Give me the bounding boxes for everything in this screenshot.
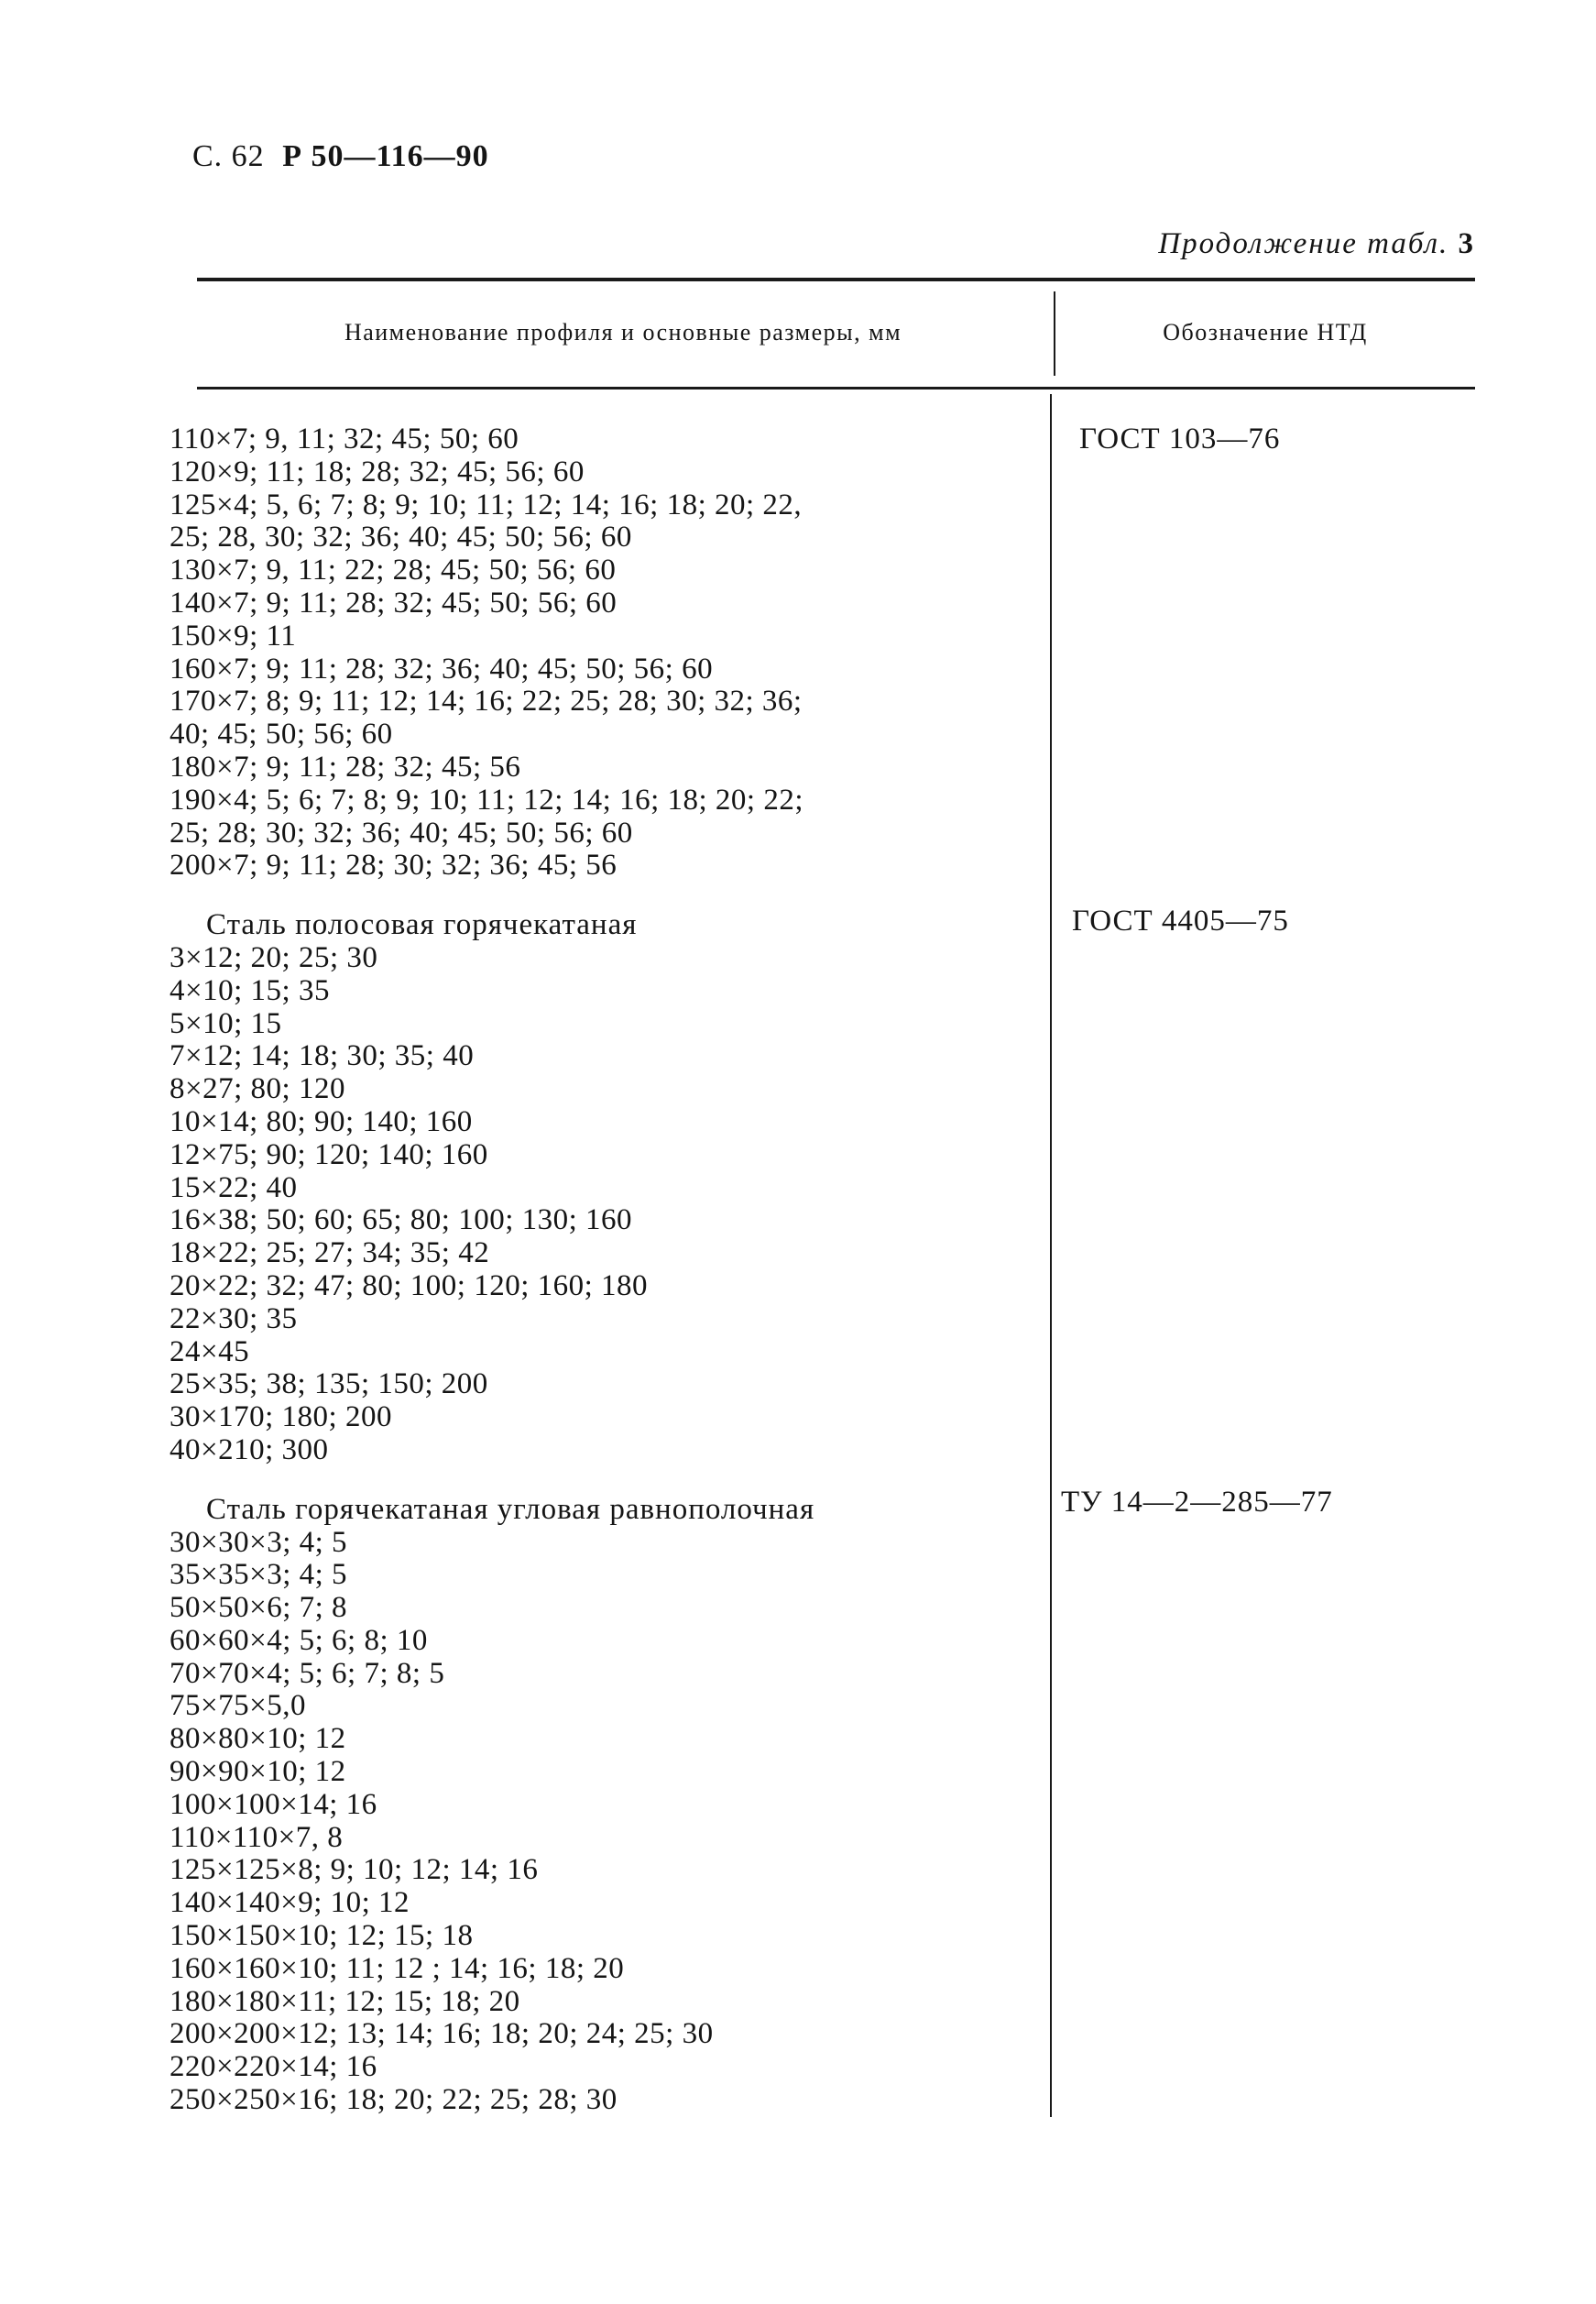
profile-line: 140×140×9; 10; 12 (169, 1886, 410, 1920)
table-continuation-label (1008, 227, 1475, 261)
profile-line: 200×200×12; 13; 14; 16; 18; 20; 24; 25; 30 (169, 2017, 714, 2051)
column-header-profile: Наименование профиля и основные размеры, мм (344, 319, 902, 346)
profile-line: 10×14; 80; 90; 140; 160 (169, 1104, 473, 1138)
profile-line: 190×4; 5; 6; 7; 8; 9; 10; 11; 12; 14; 16; 18; 20; 22; (169, 783, 803, 817)
profile-line: 180×7; 9; 11; 28; 32; 45; 56 (169, 750, 521, 784)
profile-line: 140×7; 9; 11; 28; 32; 45; 50; 56; 60 (169, 586, 618, 620)
profile-line: 35×35×3; 4; 5 (169, 1558, 348, 1592)
profile-line: 4×10; 15; 35 (169, 973, 330, 1007)
profile-line: 125×125×8; 9; 10; 12; 14; 16 (169, 1853, 539, 1887)
profile-line: 120×9; 11; 18; 28; 32; 45; 56; 60 (169, 455, 585, 488)
profile-line: 5×10; 15 (169, 1006, 282, 1040)
section-gost-4405 (169, 909, 1044, 1467)
profile-line: 125×4; 5, 6; 7; 8; 9; 10; 11; 12; 14; 16; 18; 20; 22, (169, 488, 803, 521)
body-column-divider (1050, 394, 1052, 2117)
profile-line: 30×30×3; 4; 5 (169, 1525, 348, 1559)
section-title: Сталь горячекатаная угловая равнополочная (206, 1492, 815, 1526)
profile-line: 130×7; 9, 11; 22; 28; 45; 50; 56; 60 (169, 554, 617, 587)
column-header-ntd: Обозначение НТД (1163, 319, 1368, 346)
profile-line: 170×7; 8; 9; 11; 12; 14; 16; 22; 25; 28; 30; 32; 36; (169, 685, 803, 719)
ntd-reference: ГОСТ 103—76 (1079, 422, 1281, 455)
profile-line: 90×90×10; 12 (169, 1755, 346, 1789)
profile-line: 8×27; 80; 120 (169, 1072, 345, 1106)
profile-line: 60×60×4; 5; 6; 8; 10 (169, 1623, 428, 1657)
table-header-rule (197, 387, 1475, 389)
profile-line: 250×250×16; 18; 20; 22; 25; 28; 30 (169, 2083, 618, 2117)
profile-line: 25; 28, 30; 32; 36; 40; 45; 50; 56; 60 (169, 521, 632, 554)
profile-line: 50×50×6; 7; 8 (169, 1591, 348, 1625)
section-title: Сталь полосовая горячекатаная (206, 908, 638, 942)
profile-line: 100×100×14; 16 (169, 1787, 377, 1821)
profile-line: 24×45 (169, 1334, 250, 1368)
profile-line: 30×170; 180; 200 (169, 1400, 392, 1434)
page-number: С. 62 (192, 139, 265, 173)
table-number: 3 (1458, 227, 1475, 260)
profile-column (169, 423, 1044, 2117)
profile-line: 160×160×10; 11; 12 ; 14; 16; 18; 20 (169, 1951, 625, 1985)
table-top-rule (197, 278, 1475, 281)
profile-line: 110×7; 9, 11; 32; 45; 50; 60 (169, 422, 519, 455)
profile-line: 18×22; 25; 27; 34; 35; 42 (169, 1236, 490, 1270)
profile-line: 7×12; 14; 18; 30; 35; 40 (169, 1039, 475, 1073)
ntd-reference: ГОСТ 4405—75 (1072, 905, 1289, 938)
profile-line: 16×38; 50; 60; 65; 80; 100; 130; 160 (169, 1203, 633, 1237)
page-header (192, 139, 489, 174)
profile-line: 40×210; 300 (169, 1432, 329, 1466)
profile-line: 25×35; 38; 135; 150; 200 (169, 1367, 488, 1401)
profile-line: 110×110×7, 8 (169, 1820, 344, 1854)
profile-line: 220×220×14; 16 (169, 2050, 377, 2084)
profile-line: 12×75; 90; 120; 140; 160 (169, 1137, 488, 1171)
profile-line: 15×22; 40 (169, 1170, 298, 1204)
ntd-reference: ТУ 14—2—285—77 (1061, 1486, 1333, 1519)
profile-line: 75×75×5,0 (169, 1689, 306, 1723)
profile-line: 80×80×10; 12 (169, 1722, 346, 1756)
profile-line: 70×70×4; 5; 6; 7; 8; 5 (169, 1656, 445, 1690)
continuation-text: Продолжение табл. (1158, 227, 1449, 260)
profile-line: 150×9; 11 (169, 619, 297, 653)
profile-line: 200×7; 9; 11; 28; 30; 32; 36; 45; 56 (169, 849, 618, 883)
profile-line: 40; 45; 50; 56; 60 (169, 718, 393, 752)
section-tu-14-2-285 (169, 1494, 1044, 2117)
profile-line: 25; 28; 30; 32; 36; 40; 45; 50; 56; 60 (169, 816, 633, 850)
profile-line: 150×150×10; 12; 15; 18 (169, 1919, 474, 1953)
profile-line: 160×7; 9; 11; 28; 32; 36; 40; 45; 50; 56; 60 (169, 652, 714, 686)
profile-line: 20×22; 32; 47; 80; 100; 120; 160; 180 (169, 1268, 649, 1302)
profile-line: 3×12; 20; 25; 30 (169, 940, 378, 974)
section-gost-103 (169, 423, 1044, 883)
profile-line: 180×180×11; 12; 15; 18; 20 (169, 1984, 520, 2018)
standard-designation: Р 50—116—90 (282, 139, 489, 173)
profile-line: 22×30; 35 (169, 1301, 298, 1335)
